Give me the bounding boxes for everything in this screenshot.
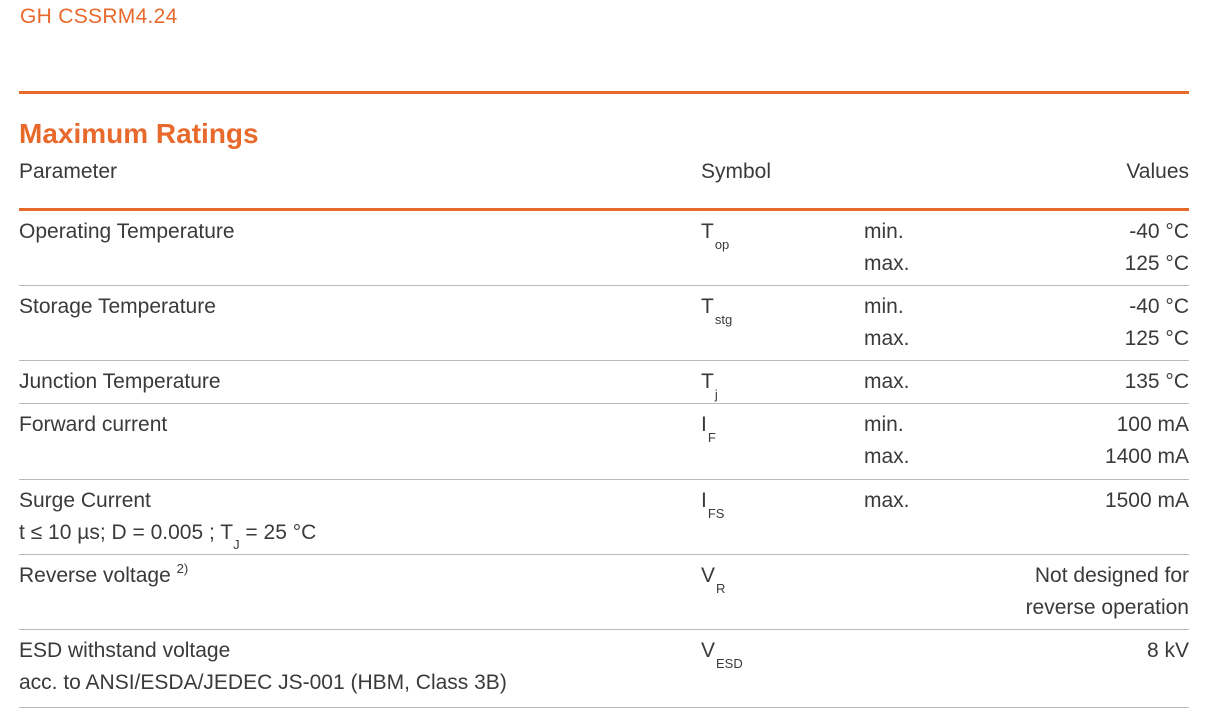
row-symbol: $V_R$ [701,564,726,596]
row-parameter: ESD withstand voltage acc. to ANSI/ESDA/JEDEC JS-001 (HBM, Class 3B) [19,639,507,694]
row-parameter: Reverse voltage $^{2)}$ [19,561,189,587]
row-conditions: max. [864,489,910,512]
table-row [19,286,1189,361]
table-row [19,361,1189,404]
row-values: Not designed for reverse operation [1025,564,1189,619]
row-conditions: max. [864,370,910,393]
row-symbol: $V_{ESD}$ [701,639,743,671]
row-conditions: min. max. [864,413,910,468]
row-values: 8 kV [1146,639,1189,662]
header-symbol: Symbol [701,160,772,183]
row-symbol: $T_{stg}$ [701,295,733,327]
table-row [19,404,1189,480]
row-values: 100 mA 1400 mA [1104,413,1189,468]
top-divider [19,91,1189,94]
row-conditions: min. max. [864,220,910,275]
row-values: 1500 mA [1104,489,1189,512]
row-symbol: $I_F$ [701,413,716,445]
row-values: -40 °C 125 °C [1124,295,1189,350]
row-symbol: $T_j$ [701,370,718,402]
row-conditions: min. max. [864,295,910,350]
table-row [19,480,1189,555]
table-row [19,630,1189,708]
row-values: 135 °C [1124,370,1189,393]
row-parameter: Junction Temperature [19,370,221,393]
table-row [19,211,1189,286]
row-parameter: Forward current [19,413,168,436]
row-parameter: Operating Temperature [19,220,235,243]
row-values: -40 °C 125 °C [1124,220,1189,275]
document-id: GH CSSRM4.24 [20,5,178,28]
header-values: Values [1126,160,1189,183]
header-parameter: Parameter [19,160,118,183]
ratings-table [19,211,1189,708]
row-symbol: $T_{op}$ [701,220,730,252]
row-parameter: Surge Current t ≤ 10 µs; D = 0.005 ; $T_J = 25$ °C [19,489,317,552]
row-parameter: Storage Temperature [19,295,216,318]
table-header [19,160,1189,196]
table-row [19,555,1189,630]
footnote-marker: 2) [176,561,189,576]
row-symbol: $I_{FS}$ [701,489,725,521]
section-title: Maximum Ratings [19,118,259,149]
